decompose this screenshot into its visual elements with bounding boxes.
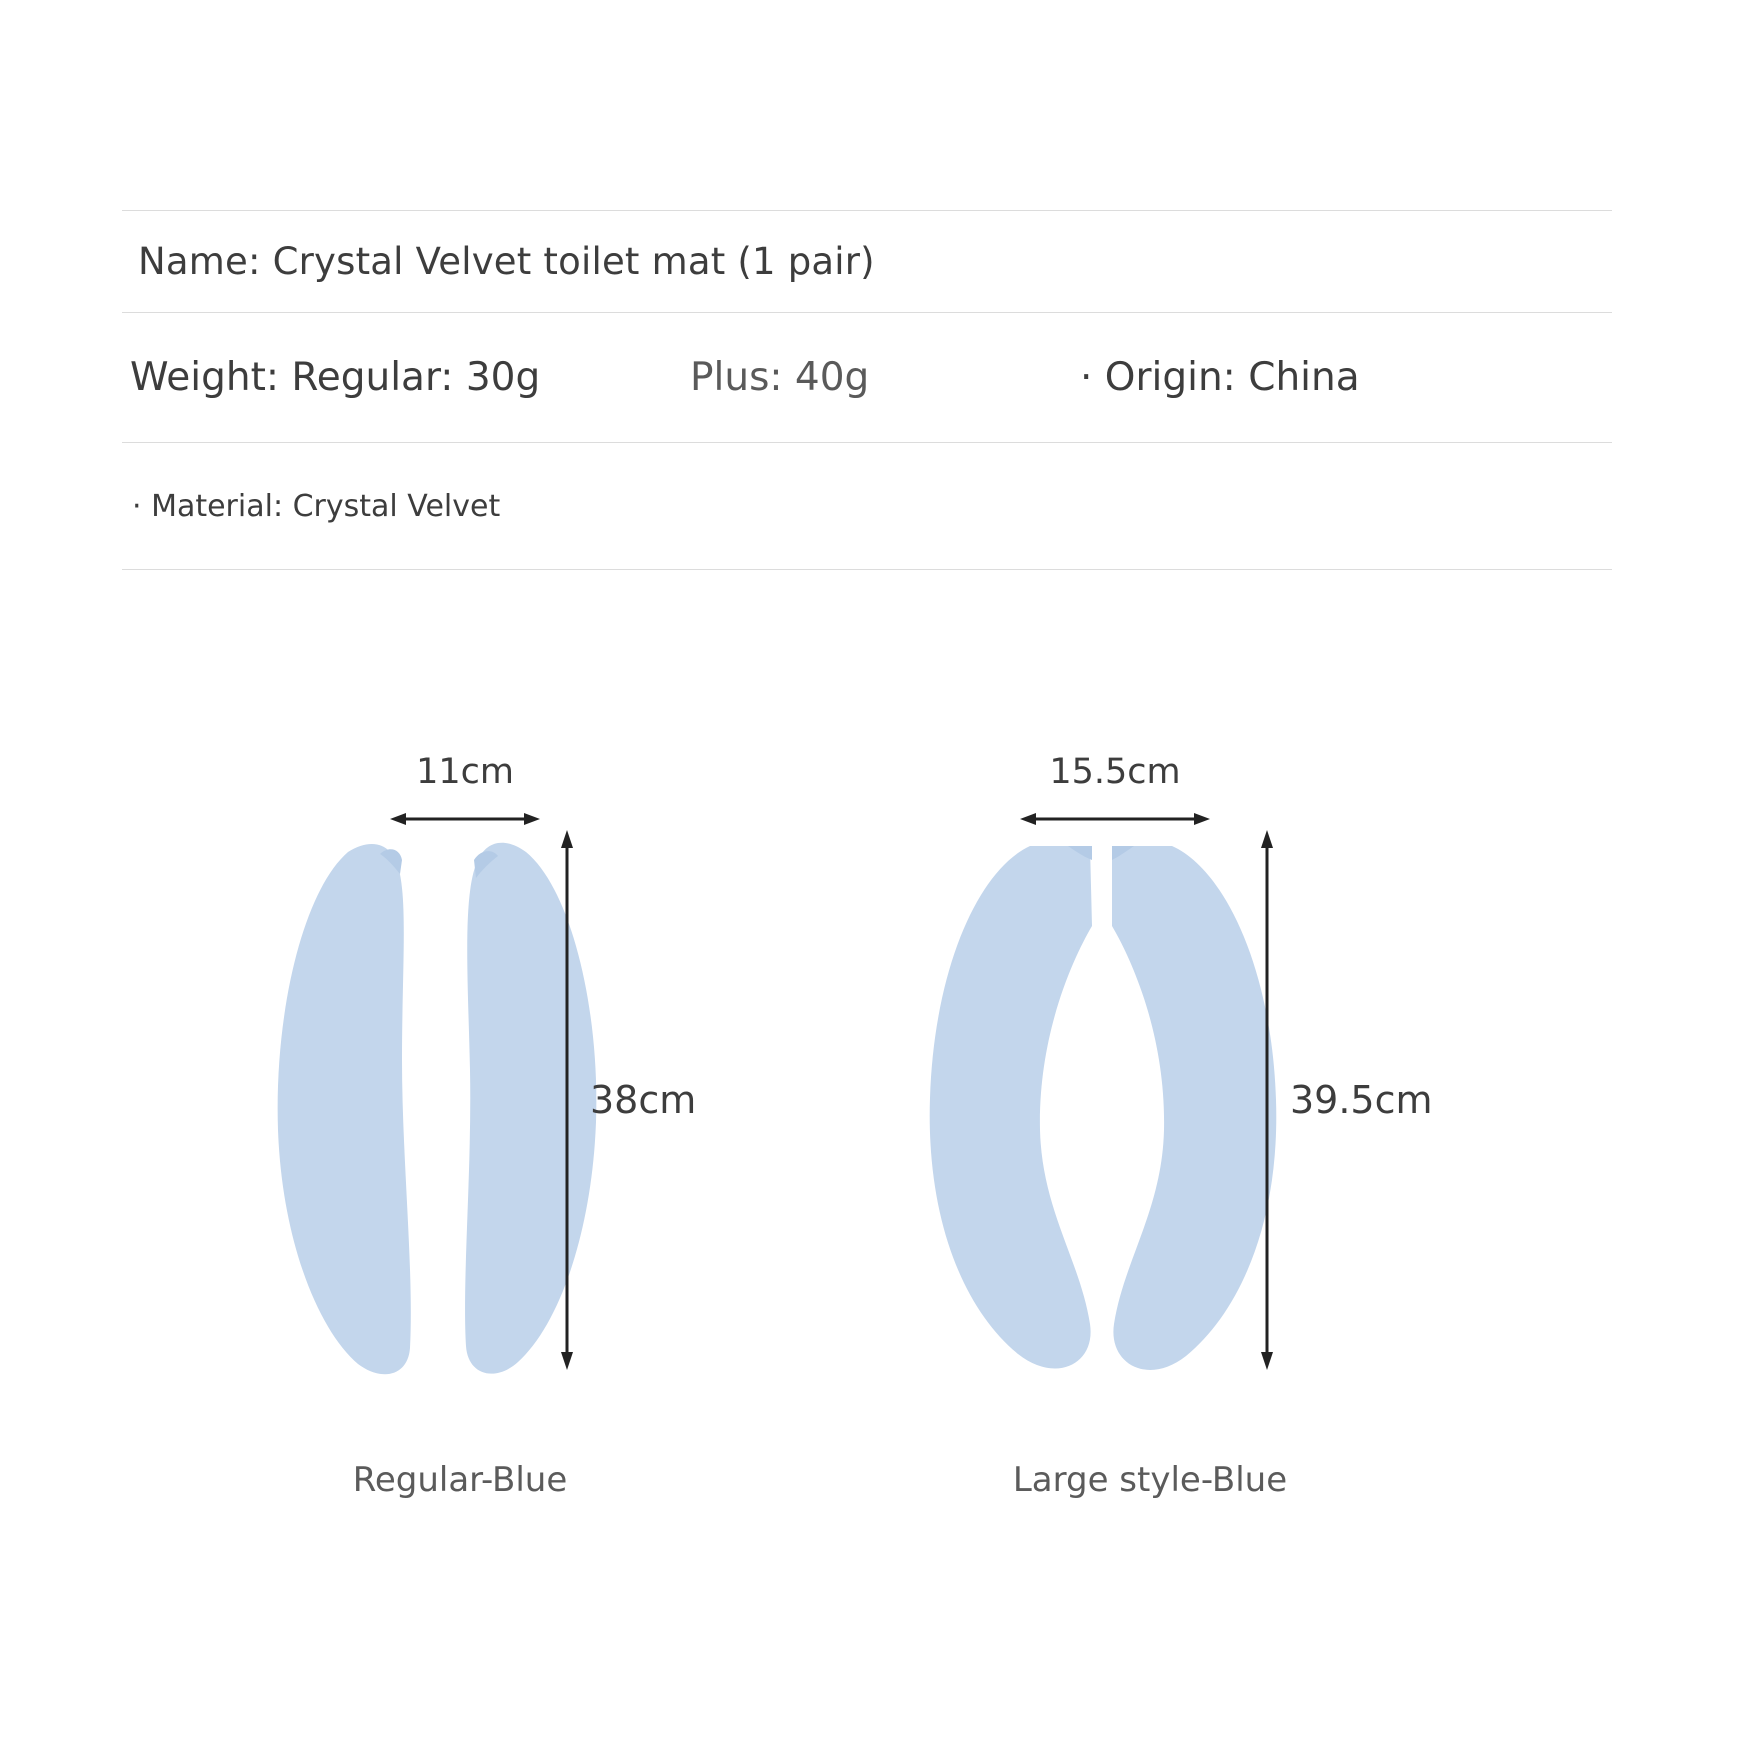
dimension-height-label-large: 39.5cm <box>1290 1078 1433 1122</box>
dimension-height-label-regular: 38cm <box>590 1078 697 1122</box>
spec-weight-plus: Plus: 40g <box>690 355 870 400</box>
spec-name-value: Name: Crystal Velvet toilet mat (1 pair) <box>138 240 875 283</box>
height-arrow-large <box>1260 830 1274 1370</box>
width-arrow-regular <box>390 812 540 826</box>
spec-row-weight <box>122 312 1612 442</box>
dimension-width-label-regular: 11cm <box>416 752 514 792</box>
dimension-width-regular <box>390 752 540 830</box>
figure-large <box>870 752 1570 1590</box>
spec-row-name <box>122 210 1612 312</box>
dimension-width-label-large: 15.5cm <box>1049 752 1181 792</box>
width-arrow-large <box>1020 812 1210 826</box>
dimension-height-regular <box>560 830 760 1370</box>
dimension-width-large <box>1020 752 1210 830</box>
product-figures <box>0 752 1738 1590</box>
figure-regular <box>180 752 880 1590</box>
spec-row-material <box>122 442 1612 570</box>
dimension-height-large <box>1260 830 1460 1370</box>
spec-weight-regular: Weight: Regular: 30g <box>130 355 541 400</box>
spec-material-value: · Material: Crystal Velvet <box>132 488 501 524</box>
figure-caption-regular: Regular-Blue <box>352 1460 568 1500</box>
height-arrow-regular <box>560 830 574 1370</box>
spec-table <box>122 210 1612 570</box>
spec-origin: · Origin: China <box>1080 355 1360 400</box>
figure-caption-large: Large style-Blue <box>1012 1460 1288 1500</box>
